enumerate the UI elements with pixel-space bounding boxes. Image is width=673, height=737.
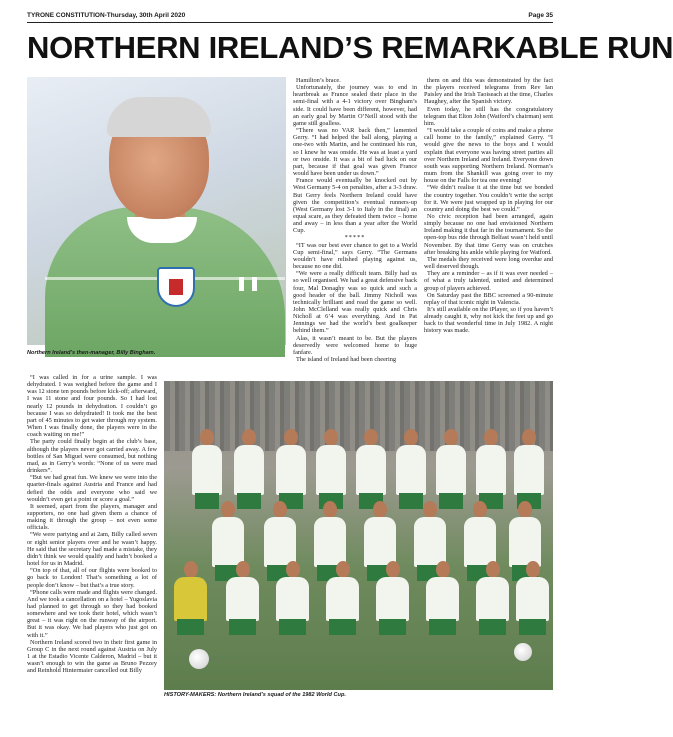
article-paragraph: The island of Ireland had been cheering bbox=[296, 356, 397, 364]
article-paragraph: them on and this was demonstrated by the fact the players received telegrams from Rev Ian Paisley and the Irish Taoiseach at the time, Charles Haughey, after the Spanish victory. bbox=[424, 77, 553, 106]
article-paragraph: The medals they received were long overdue and well deserved though. bbox=[424, 255, 553, 271]
article-paragraph: “Phone calls were made and flights were changed. And we took a cancellation on a hotel – Yugoslavia had planned to get through so they had booked somewhere and we took their hotel, which wasn’t great – it was right on the runway of the airport. But it was okay. We had players who just got on with it.” bbox=[27, 588, 157, 639]
article-paragraph: No civic reception had been arranged, again simply because no one had envisioned Northern Ireland making it that far in the tournament. So the open-top bus ride through Belfast wasn’t held until November. By that time Gerry was on crutches after breaking his ankle while playing for Watford. bbox=[424, 212, 553, 256]
article-paragraph: “But we had great fun. We knew we were into the quarter-finals against Austria and France and had defied the odds and everyone who said we wouldn’t even get a point or score a goal.” bbox=[27, 474, 157, 503]
portrait-hair bbox=[107, 97, 211, 137]
article-paragraph: Hamilton’s brace. bbox=[296, 77, 341, 84]
masthead bbox=[27, 10, 553, 22]
article-paragraph: Unfortunately, the journey was to end in heartbreak as France sealed their place in the semi-final with a 4-1 victory over Bingham’s side. It could have been different, however, had an early goal by Martin O’Neill stood with the game still goalless. bbox=[293, 84, 417, 127]
article-paragraph: Even today, he still has the congratulatory telegram that Elton John (Watford’s chairman) sent him. bbox=[424, 105, 553, 127]
article-paragraph: ***** bbox=[344, 234, 366, 242]
article-paragraph: It seemed, apart from the players, manager and supporters, no one had given them a chance of making it through the group – not even some officials. bbox=[27, 502, 157, 532]
football-icon bbox=[514, 643, 532, 661]
article-column-1 bbox=[27, 374, 157, 702]
article-paragraph: “IT was our best ever chance to get to a World Cup semi-final,” says Gerry. “The Germans wouldn’t have relished playing against us, because no one did. bbox=[293, 241, 417, 271]
article-paragraph: “We were partying and at 2am, Billy called seven or eight senior players over and he wasn’t happy. He said that the secretary had made a mistake, they didn’t think we would qualify and hadn’t booked a hotel for us in Madrid. bbox=[27, 531, 157, 568]
article-paragraph: France would eventually be knocked out by West Germany 5-4 on penalties, after a 3-3 draw. But Gerry feels Northern Ireland could have given the competition’s eventual runners-up (West Germany lost 3-1 to Italy in the final) an equal scare, as they defeated them twice – home and away – in less than a year after the World Cup. bbox=[293, 177, 417, 235]
portrait-crest-icon bbox=[157, 267, 195, 307]
masthead-page-number: Page 35 bbox=[528, 12, 553, 19]
masthead-rule bbox=[27, 22, 553, 23]
headline: NORTHERN IRELAND’S REMARKABLE RUN bbox=[27, 30, 673, 65]
article-column-2 bbox=[293, 77, 417, 377]
article-paragraph: Northern Ireland scored two in their first game in Group C in the next round against Austria on July 1 at the Estadio Vicente Calderon, Madrid – but it wasn’t enough to win the game as Bruno Pezzey and Reinhold Hintermaier cancelled out Billy bbox=[27, 638, 157, 675]
portrait-caption: Northern Ireland’s then-manager, Billy Bingham. bbox=[27, 350, 156, 356]
article-paragraph: They are a reminder – as if it was ever needed – of what a truly talented, united and determined group of players achieved. bbox=[424, 270, 553, 292]
article-paragraph: Alas, it wasn’t meant to be. But the players deservedly were welcomed home to huge fanfare. bbox=[293, 334, 417, 356]
team-photo-caption: HISTORY-MAKERS: Northern Ireland’s squad of the 1982 World Cup. bbox=[164, 692, 346, 698]
article-paragraph: “We were a really difficult team. Billy had us so well organised. We had a great defensive back four, Mal Donaghy was so quick and such a good header of the ball. Jimmy Nicholl was technically brilliant and read the game so well. John McClelland was really quick and Chris Nicholl at 6’4 was everything. And in Pat Jennings we had the world’s best goalkeeper behind them.” bbox=[293, 270, 417, 335]
team-photo bbox=[164, 381, 553, 690]
article-paragraph: “There was no VAR back then,” lamented Gerry. “I had helped the ball along, playing a one-two with Martin, and he continued his run, so I knew he was onside. He was at least a yard or two onside. It was a bit of bad luck on our part, because if that goal was given France would have been under us down.” bbox=[293, 127, 417, 178]
article-column-3 bbox=[424, 77, 553, 377]
article-paragraph: The party could finally begin at the club’s base, although the players never got carried away. A few bottles of San Miguel were consumed, but nothing mad, as in Gerry’s words: “None of us were mad drinkers”. bbox=[27, 438, 157, 475]
football-icon bbox=[189, 649, 209, 669]
article-paragraph: “On top of that, all of our flights were booked to go back to London! That’s something a lot of people don’t know – but that’s a true story. bbox=[27, 567, 157, 589]
masthead-publication: TYRONE CONSTITUTION-Thursday, 30th April 2020 bbox=[27, 12, 186, 19]
article-paragraph: “We didn’t realise it at the time but we bonded the country together. You couldn’t write the script for it. We were just wrapped up in playing for our country and doing the best we could.” bbox=[424, 184, 553, 213]
portrait-kit-logo-icon bbox=[239, 277, 257, 291]
portrait-photo bbox=[27, 77, 286, 345]
article-paragraph: On Saturday past the BBC screened a 90-minute replay of that iconic night in Valencia. bbox=[424, 291, 553, 306]
article-paragraph: “I was called in for a urine sample. I was dehydrated. I was weighed before the game and I was 12 stone ten pounds before kick-off; afterward, I was 11 stone and four pounds. So I had lost nearly 12 pounds in dehydration. I couldn’t go because I was so dehydrated! It took me the best part of 45 minutes to get water through my system. When I was finally done, the players were in the coach waiting on me!” bbox=[27, 374, 157, 439]
article-paragraph: “I would take a couple of coins and make a phone call home to the family,” explained Gerry. “I would give the news to the boys and I would explain that everyone was having street parties all over Northern Ireland and Ireland. Everyone down south was supporting Northern Ireland. Norman’s mum from the Shankill was going over to my house on the Falls for tea one evening! bbox=[424, 127, 553, 185]
article-paragraph: It’s still available on the iPlayer, so if you haven’t already caught it, why not kick the feet up and go back to that wonderful time in July 1982. A night history was made. bbox=[424, 306, 553, 335]
